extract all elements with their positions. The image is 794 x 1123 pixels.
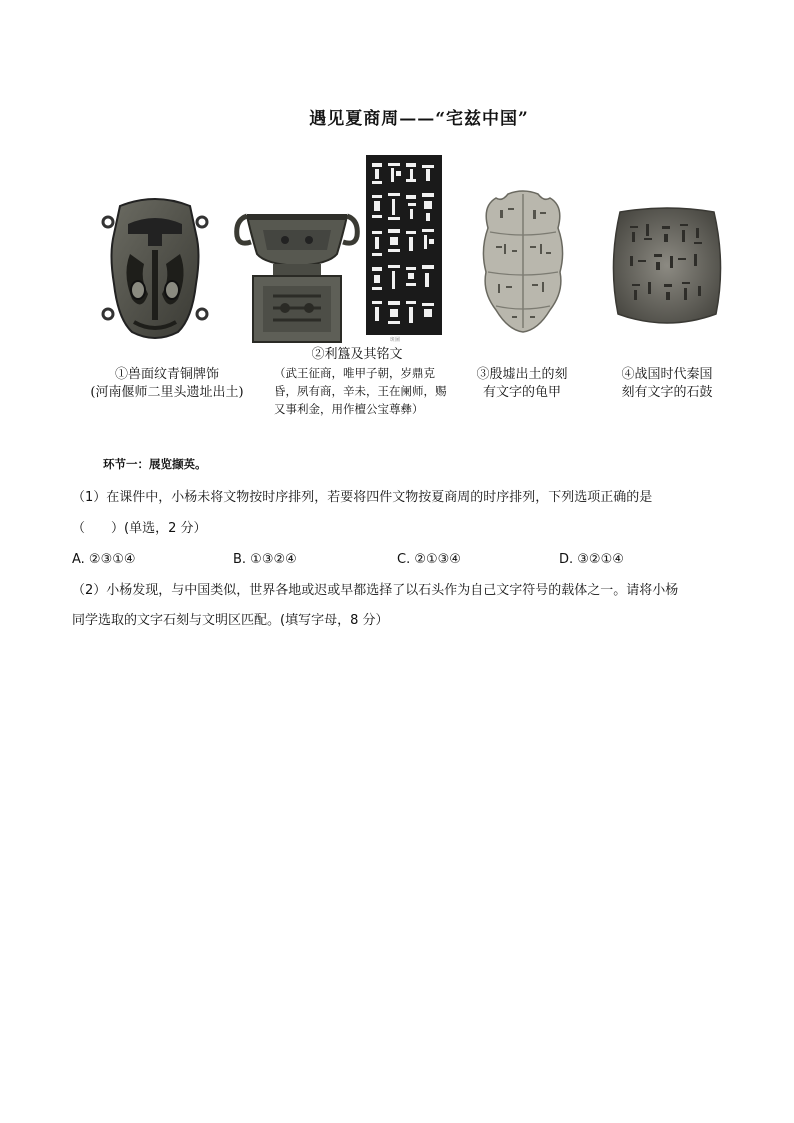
artifact-caption-4: [608, 366, 726, 402]
inscription-label: 斑圖: [390, 337, 401, 343]
bronze-gui-icon: [233, 206, 361, 346]
caption-title: ④战国时代秦国: [621, 367, 713, 382]
q1-line1: （1）在课件中，小杨未将文物按时序排列，若要将四件文物按夏商周的时序排列，下列选项正确的是: [72, 490, 653, 505]
inscription-rubbing-icon: [366, 155, 442, 335]
caption-sub: (河南偃师二里头遗址出土): [90, 385, 244, 400]
q1-line2: （ ）(单选，2 分）: [72, 521, 207, 536]
caption-sub: 刻有文字的石鼓: [621, 385, 713, 400]
artifact-caption-2: [266, 346, 448, 418]
caption-sub: 有文字的龟甲: [482, 385, 561, 400]
caption-sub: （武王征商，唯甲子朝，岁鼎克昏，夙有商，辛未，王在阑师，赐又事利金，用作檀公宝尊彝）: [274, 366, 447, 416]
caption-title: ①兽面纹青铜牌饰: [114, 367, 219, 382]
page-title: 遇见夏商周——“宅兹中国”: [309, 109, 529, 129]
q1-option-d[interactable]: D. ③②①④: [559, 552, 624, 567]
stone-drum-icon: [608, 204, 726, 332]
artifact-caption-1: [72, 366, 262, 402]
artifact-caption-3: [466, 366, 578, 402]
q2-line1: （2）小杨发现，与中国类似，世界各地或迟或早都选择了以石头作为自己文字符号的载体之一。请将小杨: [72, 583, 679, 598]
q2-line2: 同学选取的文字石刻与文明区匹配。(填写字母，8 分）: [72, 613, 389, 628]
q1-option-b[interactable]: B. ①③②④: [233, 552, 297, 567]
caption-title: ②利簋及其铭文: [311, 347, 403, 362]
oracle-bone-icon: [478, 188, 568, 334]
bronze-plaque-icon: [100, 194, 210, 344]
q1-option-c[interactable]: C. ②①③④: [397, 552, 461, 567]
section-heading: 环节一：展览撷英。: [103, 457, 207, 471]
q1-option-a[interactable]: A. ②③①④: [72, 552, 136, 567]
caption-title: ③殷墟出土的刻: [476, 367, 568, 382]
